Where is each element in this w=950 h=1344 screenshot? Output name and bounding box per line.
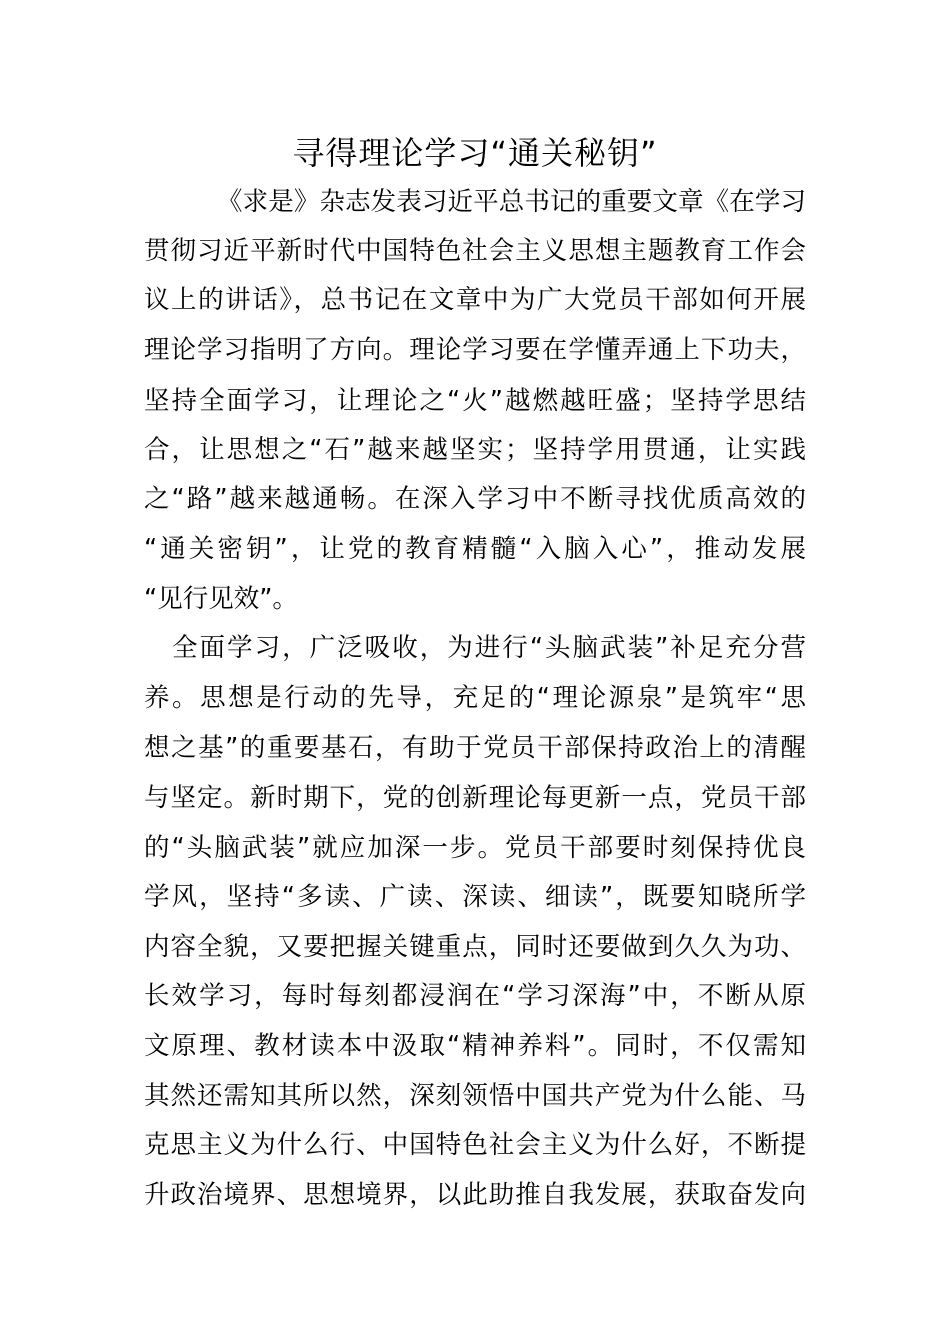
line-text: 全面学习，广泛吸收，为进行“头脑武装”补足充分营 <box>172 633 806 663</box>
paragraph-line <box>172 624 806 673</box>
line-text: 与坚定。新时期下，党的创新理论每更新一点，党员干部 <box>144 783 806 813</box>
line-text: 文原理、教材读本中汲取“精神养料”。同时，不仅需知 <box>144 1031 806 1061</box>
paragraph-line <box>144 575 806 624</box>
paragraph-line <box>144 1121 806 1170</box>
line-text: 坚持全面学习，让理论之“火”越燃越旺盛；坚持学思结 <box>144 386 806 416</box>
line-text: 想之基”的重要基石，有助于党员干部保持政治上的清醒 <box>144 733 806 763</box>
line-text: 克思主义为什么行、中国特色社会主义为什么好，不断提 <box>144 1130 806 1160</box>
line-text: 议上的讲话》，总书记在文章中为广大党员干部如何开展 <box>144 285 806 315</box>
paragraph-line <box>144 377 806 426</box>
paragraph-line <box>144 724 806 773</box>
paragraph-line <box>144 1171 806 1220</box>
line-text: 升政治境界、思想境界，以此助推自我发展，获取奋发向 <box>144 1180 806 1210</box>
paragraph-line <box>144 475 806 524</box>
paragraph-line <box>144 525 806 574</box>
line-text: 贯彻习近平新时代中国特色社会主义思想主题教育工作会 <box>144 236 806 266</box>
paragraph-line <box>144 276 806 325</box>
paragraph-line <box>144 873 806 922</box>
line-text: 的“头脑武装”就应加深一步。党员干部要时刻保持优良 <box>144 833 806 863</box>
paragraph-line <box>144 326 806 375</box>
line-text: 理论学习指明了方向。理论学习要在学懂弄通上下功夫， <box>144 335 806 365</box>
line-text: 合，让思想之“石”越来越坚实；坚持学用贯通，让实践 <box>144 435 806 465</box>
paragraph-line <box>144 674 806 723</box>
line-text: 内容全貌，又要把握关键重点，同时还要做到久久为功、 <box>144 932 806 962</box>
line-text: “通关密钥”，让党的教育精髓“入脑入心”，推动发展 <box>144 534 806 564</box>
line-text: 之“路”越来越通畅。在深入学习中不断寻找优质高效的 <box>144 484 806 514</box>
line-text: 养。思想是行动的先导，充足的“理论源泉”是筑牢“思 <box>144 683 806 713</box>
paragraph-line <box>217 178 806 227</box>
line-text: “见行见效”。 <box>144 584 298 614</box>
document-title: 寻得理论学习“通关秘钥” <box>292 134 658 172</box>
paragraph-line <box>144 426 806 475</box>
paragraph-line <box>144 774 806 823</box>
paragraph-line <box>144 1072 806 1121</box>
paragraph-line <box>144 923 806 972</box>
paragraph-line <box>144 1022 806 1071</box>
paragraph-line <box>144 227 806 276</box>
line-text: 学风，坚持“多读、广读、深读、细读”，既要知晓所学 <box>144 882 806 912</box>
paragraph-line <box>144 824 806 873</box>
line-text: 长效学习，每时每刻都浸润在“学习深海”中，不断从原 <box>144 981 806 1011</box>
paragraph-line <box>144 972 806 1021</box>
line-text: 《求是》杂志发表习近平总书记的重要文章《在学习 <box>217 187 806 217</box>
line-text: 其然还需知其所以然，深刻领悟中国共产党为什么能、马 <box>144 1081 806 1111</box>
